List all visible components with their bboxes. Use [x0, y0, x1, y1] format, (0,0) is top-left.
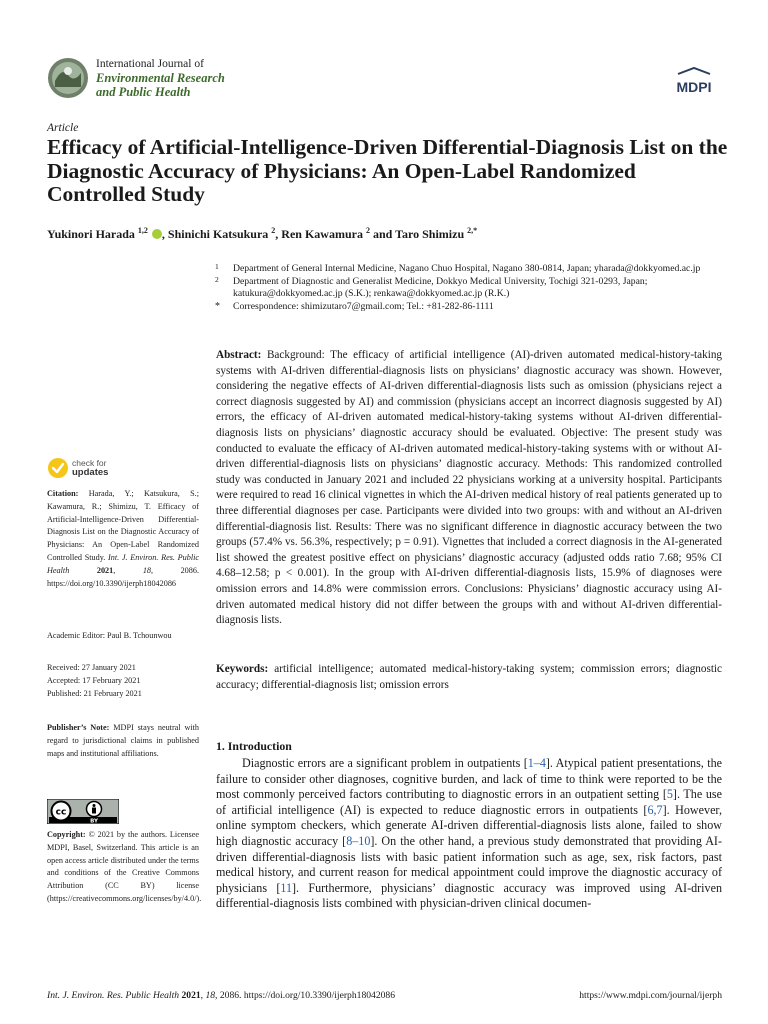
affiliation-item [215, 276, 725, 301]
journal-name [96, 57, 225, 99]
footer-journal: Int. J. Environ. Res. Public Health [47, 990, 180, 1001]
author-separator: , [161, 227, 168, 241]
keywords-label: Keywords: [216, 663, 269, 675]
author-name: Ren Kawamura [281, 227, 363, 241]
footer-volume: 18 [205, 990, 216, 1001]
reference-link[interactable]: 8–10 [346, 833, 371, 848]
author-affiliation-mark: 2,* [467, 226, 478, 235]
cc-mark: cc [55, 807, 67, 818]
keywords [216, 662, 722, 693]
check-updates-line2: updates [72, 467, 109, 478]
journal-logo-icon [47, 57, 89, 99]
author-affiliation-mark: 2 [365, 226, 370, 235]
reference-link[interactable]: 11 [280, 880, 293, 895]
author-list [47, 226, 477, 242]
affiliation-mark: 1 [215, 262, 219, 271]
article-type: Article [47, 122, 79, 134]
footer-citation: Int. J. Environ. Res. Public Health 2021, 18, 2086. https://doi.org/10.3390/ijerph18042086 [47, 990, 396, 1001]
affiliation-text: Department of General Internal Medicine, Nagano Chuo Hospital, Nagano 380-0814, Japan; yharada@dokkyomed.ac.jp [233, 263, 701, 274]
copyright-notice [47, 829, 202, 906]
intro-text: ]. Atypical patient presentations, the failure to consider other diagnoses, cognitive burden, and lack of time to think were reported to be the most commonly perceived factors contributing to diagnostic errors in an outpatient setting [ [216, 756, 722, 802]
citation-year: 2021 [96, 565, 114, 575]
citation-volume: 18 [142, 565, 151, 575]
article-title: Efficacy of Artificial-Intelligence-Driven Differential-Diagnosis List on the Diagnostic Accuracy of Physicians: An Open-Label Randomized Controlled Study [47, 135, 728, 206]
affiliation-item [215, 263, 725, 276]
citation-label: Citation: [47, 489, 79, 498]
footer-journal-url[interactable]: https://www.mdpi.com/journal/ijerph [579, 990, 722, 1001]
affiliation-mark: * [215, 300, 220, 312]
footer-doi[interactable]: , 2086. https://doi.org/10.3390/ijerph18042086 [215, 990, 396, 1001]
section-heading: 1. Introduction [216, 739, 292, 753]
author-separator: , [275, 227, 282, 241]
publisher-note-label: Publisher’s Note: [47, 723, 110, 732]
affiliation-text: Department of Diagnostic and Generalist Medicine, Dokkyo Medical University, Tochigi 321-0293, Japan; katukura@dokkyomed.ac.jp (S.K.); renkawa@dokkyomed.ac.jp (R.K.) [233, 275, 648, 299]
citation-block: Citation: Harada, Y.; Katsukura, S.; Kawamura, R.; Shimizu, T. Efficacy of Artificial-Intelligence-Driven Differential-Diagnosis List on the Diagnostic Accuracy of Physicians: An Open-Label Randomized Controlled Study. Int. J. Environ. Res. Public Health 2021, 18, 2086. https://doi.org/10.3390/ijerph18042086 [47, 489, 200, 588]
correspondence-text: Correspondence: shimizutaro7@gmail.com; Tel.: +81-282-86-1111 [233, 300, 494, 312]
publisher-name: MDPI [676, 79, 712, 95]
reference-link[interactable]: 1–4 [527, 756, 546, 770]
journal-name-line1: International Journal of [96, 58, 204, 70]
published-date: Published: 21 February 2021 [47, 688, 142, 698]
intro-text: Diagnostic errors are a significant problem in outpatients [ [242, 756, 528, 770]
publisher-note-text: MDPI stays neutral with regard to jurisdictional claims in published maps and institutional affiliations. [47, 723, 200, 758]
academic-editor: Academic Editor: Paul B. Tchounwou [47, 631, 172, 640]
citation-journal: Int. J. Environ. Res. Public Health [47, 552, 200, 575]
journal-name-line3: and Public Health [96, 85, 191, 99]
author-affiliation-mark: 1,2 [137, 226, 148, 235]
author-name: Taro Shimizu [395, 227, 465, 241]
cc-by-license-icon[interactable] [47, 799, 119, 824]
author-name: Shinichi Katsukura [167, 227, 269, 241]
footer-year: 2021 [181, 990, 201, 1001]
check-for-updates-badge[interactable] [47, 457, 137, 481]
citation-text: Harada, Y.; Katsukura, S.; Kawamura, R.; Shimizu, T. Efficacy of Artificial-Intelligence-Driven Differential-Diagnosis List on the Diagnostic Accuracy of Physicians: An Open-Label Randomized Controlled Study. [47, 489, 199, 562]
author-conjunction: and [369, 227, 396, 241]
abstract-text: Background: The efficacy of artificial intelligence (AI)-driven automated medical-history-taking systems with AI-driven differential-diagnosis lists on physicians’ diagnostic accuracy was shown. However, considering the negative effects of AI-driven differential-diagnosis lists such as omission (physicians reject a correct diagnosis suggested by AI) and commission (physicians accept an incorrect diagnosis suggested by AI) errors, the efficacy of AI-driven automated medical-history-taking systems without AI-driven differential-diagnosis lists on physicians’ diagnostic accuracy should be evaluated. Objective: The present study was conducted to evaluate the efficacy of AI-driven automated medical-history-taking systems with or without AI-driven differential-diagnosis lists on physicians’ diagnostic accuracy. Methods: This randomized controlled study was conducted in January 2021 and included 22 physicians working at a university hospital. Participants were required to read 16 clinical vignettes in which the AI-driven medical history of real patients generated up to three differential diagnoses per case. Participants were divided into two groups: with and without an AI-driven differential-diagnosis list. Results: There was no significant difference in diagnostic accuracy between the two groups (57.4% vs. 56.3%, respectively; p = 0.91). Vignettes that included a correct diagnosis in the AI-generated list showed the greatest positive effect on physicians’ diagnostic accuracy (adjusted odds ratio 7.68; 95% CI 4.68–12.58; p < 0.001). In the group with AI-driven differential-diagnosis lists, 15.9% of diagnoses were omission errors and 14.8% were commission errors. Conclusions: Physicians’ diagnostic accuracy using AI-driven automated medical history did not differ between the groups with and without AI-driven differential-diagnosis lists. [216, 349, 723, 627]
accepted-date: Accepted: 17 February 2021 [47, 675, 141, 685]
check-updates-icon [47, 457, 69, 479]
check-updates-line1: check for [72, 458, 107, 468]
citation-doi[interactable]: , 2086. https://doi.org/10.3390/ijerph18042086 [47, 565, 200, 588]
copyright-text: © 2021 by the authors. Licensee MDPI, Basel, Switzerland. This article is an open access article distributed under the terms and conditions of the Creative Commons Attribution (CC BY) license (https://creativecommons.org/licenses/by/4.0/). [47, 830, 202, 903]
reference-link[interactable]: 6,7 [647, 802, 663, 817]
abstract-label: Abstract: [216, 349, 262, 361]
by-mark: BY [90, 818, 98, 824]
reference-link[interactable]: 5 [666, 787, 673, 802]
mdpi-logo-icon [666, 66, 722, 100]
correspondence [215, 301, 725, 314]
author-affiliation-mark: 2 [271, 226, 276, 235]
intro-text: ]. Furthermore, physicians’ diagnostic accuracy was improved using AI-driven differential-diagnosis lists combined with physician-driven clinical documen- [216, 880, 723, 911]
affiliation-mark: 2 [215, 274, 219, 284]
author-name: Yukinori Harada [47, 227, 135, 241]
keywords-text: artificial intelligence; automated medical-history-taking system; commission errors; diagnostic accuracy; differential-diagnosis list; omission errors [216, 663, 723, 691]
copyright-label: Copyright: [47, 830, 86, 839]
publication-dates [47, 662, 199, 700]
received-date: Received: 27 January 2021 [47, 663, 136, 672]
introduction-paragraph [216, 756, 722, 912]
orcid-icon[interactable] [152, 229, 162, 239]
publisher-note [47, 722, 199, 760]
affiliations [215, 263, 725, 313]
journal-name-line2: Environmental Research [96, 71, 225, 85]
intro-text: ]. On the other hand, a previous study demonstrated that providing AI-driven differential-diagnosis lists with basic patient information such as age, sex, risk factors, past medical history, and current reason for medical appointment could improve the diagnostic accuracy of physicians [ [216, 833, 722, 895]
abstract [216, 348, 722, 629]
intro-text: ]. However, online symptom checkers, which generate AI-driven differential-diagnosis lists alone, failed to show high diagnostic accuracy [ [216, 802, 722, 848]
intro-text: ]. The use of artificial intelligence (AI) is expected to reduce diagnostic errors in outpatients [ [216, 787, 722, 817]
